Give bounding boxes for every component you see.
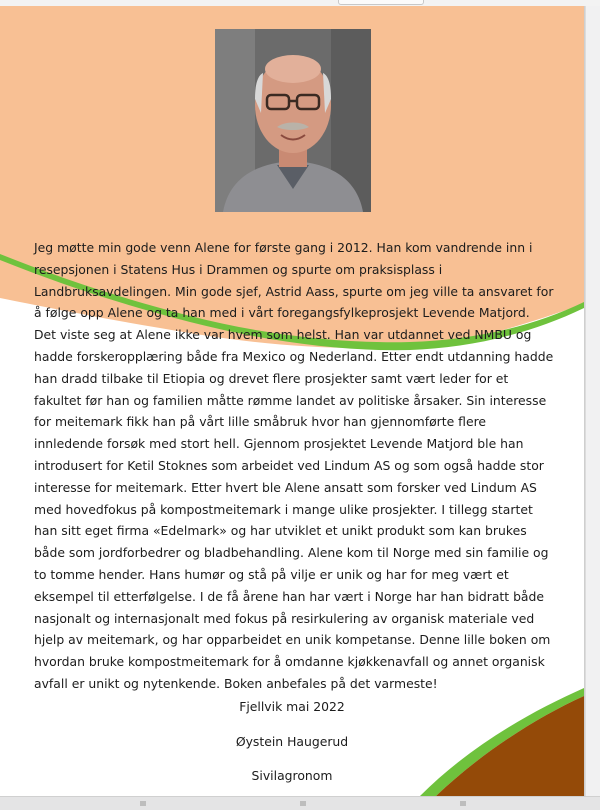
portrait-photo [215, 29, 371, 212]
bottom-status-bar [0, 796, 600, 810]
author-name: Øystein Haugerud [235, 734, 349, 749]
scrollbar-track[interactable] [585, 6, 600, 796]
top-tab-handle[interactable] [338, 0, 424, 5]
foreword-paragraph: Jeg møtte min gode venn Alene for første gang i 2012. Han kom vandrende inn i resepsjonen i Statens Hus i Drammen og spurte om praksisplass i Landbruksavdelingen. Min gode sjef, Astrid Aass, spurte om jeg ville ta ansvaret for å følge opp Alene og ta han med i vårt foregangsfylkeprosjekt Levende Matjord. Det viste seg at Alene ikke var hvem som helst. Han var utdannet ved NMBU og hadde forskeropplæring både fra Mexico og Nederland. Etter endt utdanning hadde han dradd tilbake til Etiopia og drevet flere prosjekter samt vært leder for et fakultet før han og familien måtte rømme landet av politiske årsaker. Sin interesse for meitemark fikk han på vårt lille småbruk hvor han gjennomførte flere innledende forsøk med stort hell. Gjennom prosjektet Levende Matjord ble han introdusert for Ketil Stoknes som arbeidet ved Lindum AS og som også hadde stor interesse for meitemark. Etter hvert ble Alene ansatt som forsker ved Lindum AS med hovedfokus på kompostmeitemark i mange ulike prosjekter. I tillegg startet han sitt eget firma «Edelmark» og har utviklet et unikt produkt som kan brukes både som jordforbedrer og bladbehandling. Alene kom til Norge med sin familie og to tomme hender. Hans humør og stå på vilje er unik og har for meg vært et eksempel til etterfølgelse. I de få årene han har vært i Norge har han bidratt både nasjonalt og internasjonalt med fokus på resirkulering av organisk materiale ved hjelp av meitemark, og har opparbeidet en unik kompetanse. Denne lille boken om hvordan bruke kompostmeitemark for å omdanne kjøkkenavfall og annet organisk avfall er unikt og nytenkende. Boken anbefales på det varmeste! [34, 240, 554, 691]
bottom-marker [140, 801, 146, 806]
place-date: Fjellvik mai 2022 [239, 699, 345, 714]
bottom-marker [460, 801, 466, 806]
bottom-marker [300, 801, 306, 806]
document-page [0, 6, 585, 796]
author-title: Sivilagronom [251, 768, 333, 783]
portrait-man-icon [215, 29, 371, 212]
